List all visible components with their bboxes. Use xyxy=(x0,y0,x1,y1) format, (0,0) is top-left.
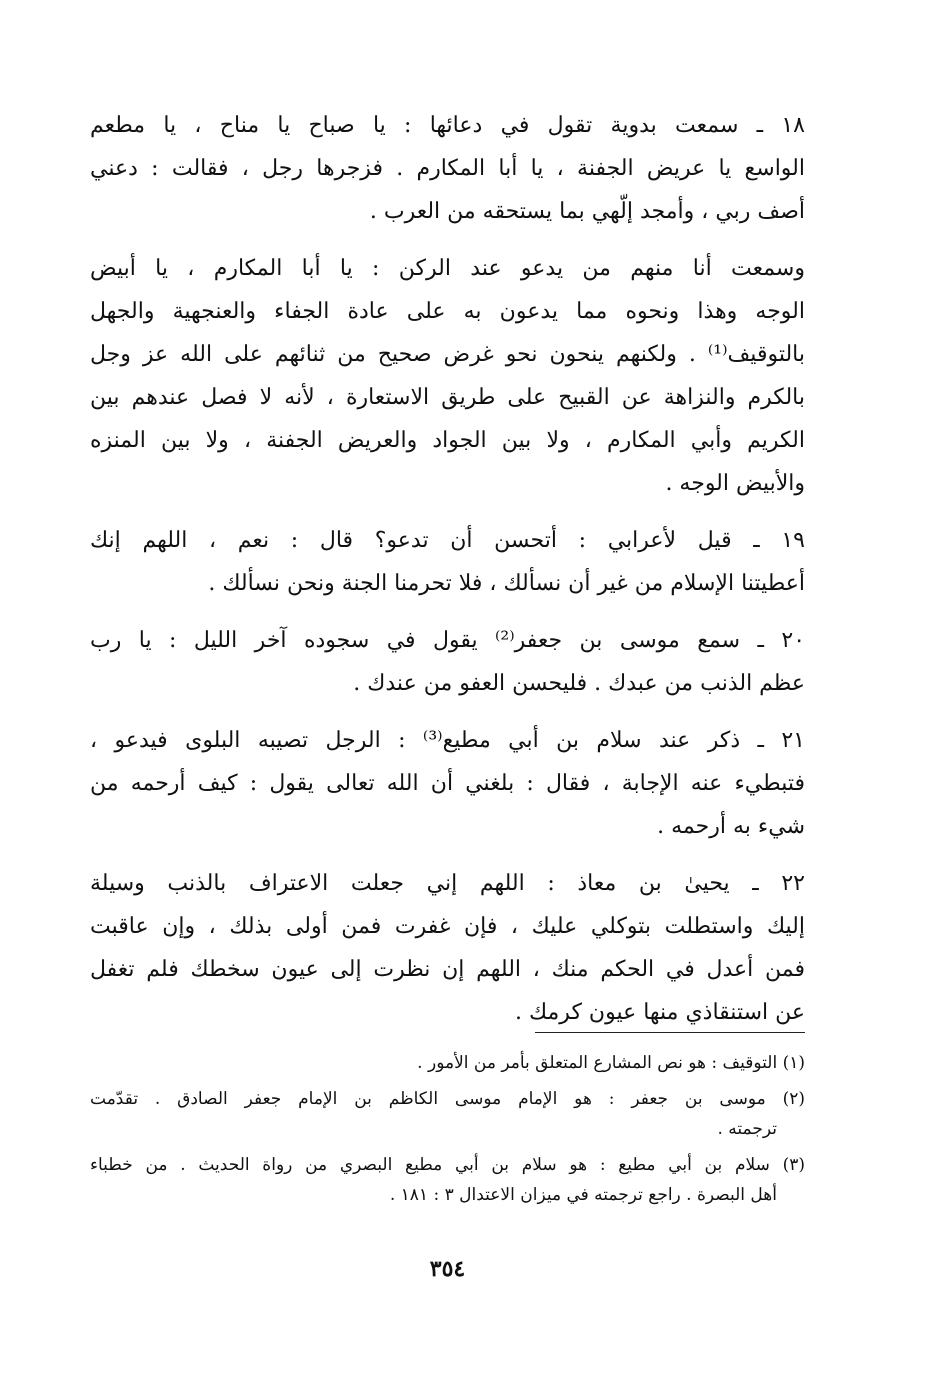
footnote-line: (١) التوقيف : هو نص المشارع المتعلق بأمر من الأمور . xyxy=(417,1053,805,1073)
text-line: أصف ربي ، وأمجد إلّهي بما يستحقه من العرب . xyxy=(369,199,805,224)
footnote-divider xyxy=(535,1032,805,1033)
footnote-line: (٢) موسى بن جعفر : هو الإمام موسى الكاظم بن الإمام جعفر الصادق . تقدّمت xyxy=(90,1089,805,1109)
paragraph-21 xyxy=(90,719,805,848)
text-line: فتبطيء عنه الإجابة ، فقال : بلغني أن الله تعالى يقول : كيف أرحمه من xyxy=(90,771,805,796)
text-line: شيء به أرحمه . xyxy=(657,814,805,839)
text-line: إليك واستطلت بتوكلي عليك ، فإن غفرت فمن أولى بذلك ، وإن عاقبت xyxy=(90,914,805,939)
book-page xyxy=(90,104,805,1284)
footnote-3 xyxy=(90,1150,805,1210)
text-line: الكريم وأبي المكارم ، ولا بين الجواد والعريض الجفنة ، ولا بين المنزه xyxy=(90,428,805,453)
text-line: الوجه وهذا ونحوه مما يدعون به على عادة الجفاء والعنجهية والجهل xyxy=(90,299,805,324)
text-line: الواسع يا عريض الجفنة ، يا أبا المكارم . فزجرها رجل ، فقالت : دعني xyxy=(90,156,805,181)
text-line: أعطيتنا الإسلام من غير أن نسألك ، فلا تحرمنا الجنة ونحن نسألك . xyxy=(208,571,805,596)
footnote-1 xyxy=(90,1048,805,1078)
text-line: ١٩ ـ قيل لأعرابي : أتحسن أن تدعو؟ قال : نعم ، اللهم إنك xyxy=(90,528,805,553)
text-line: فمن أعدل في الحكم منك ، اللهم إن نظرت إلى عيون سخطك فلم تغفل xyxy=(90,957,805,982)
page-number: ٣٥٤ xyxy=(429,1256,466,1282)
paragraph-22 xyxy=(90,862,805,1034)
text-line: ٢٢ ـ يحيىٰ بن معاذ : اللهم إني جعلت الاعتراف بالذنب وسيلة xyxy=(90,871,805,896)
text-line: ٢٠ ـ سمع موسى بن جعفر⁽²⁾ يقول في سجوده آخر الليل : يا رب xyxy=(90,628,806,653)
footnote-line: أهل البصرة . راجع ترجمته في ميزان الاعتدال ٣ : ١٨١ . xyxy=(389,1185,777,1205)
text-line: وسمعت أنا منهم من يدعو عند الركن : يا أبا المكارم ، يا أبيض xyxy=(90,256,805,281)
footnotes xyxy=(90,1048,805,1216)
text-line: عن استنقاذي منها عيون كرمك . xyxy=(515,1000,805,1025)
text-line: والأبيض الوجه . xyxy=(665,471,805,496)
text-line: ١٨ ـ سمعت بدوية تقول في دعائها : يا صباح يا مناح ، يا مطعم xyxy=(90,113,805,138)
paragraph-19 xyxy=(90,519,805,605)
text-line: بالكرم والنزاهة عن القبيح على طريق الاستعارة ، لأنه لا فصل عندهم بين xyxy=(90,385,805,410)
footnote-2 xyxy=(90,1084,805,1144)
text-line: عظم الذنب من عبدك . فليحسن العفو من عندك . xyxy=(353,671,805,696)
footnote-line: (٣) سلام بن أبي مطيع : هو سلام بن أبي مطيع البصري من رواة الحديث . من خطباء xyxy=(90,1155,805,1175)
text-line: ٢١ ـ ذكر عند سلام بن أبي مطيع⁽³⁾ : الرجل تصيبه البلوى فيدعو ، xyxy=(90,728,805,753)
paragraph-rukn xyxy=(90,247,805,505)
paragraph-20 xyxy=(90,619,805,705)
footnote-line: ترجمته . xyxy=(717,1119,777,1139)
text-line: بالتوقيف⁽¹⁾ . ولكنهم ينحون نحو غرض صحيح من ثنائهم على الله عز وجل xyxy=(90,342,805,367)
paragraph-18 xyxy=(90,104,805,233)
